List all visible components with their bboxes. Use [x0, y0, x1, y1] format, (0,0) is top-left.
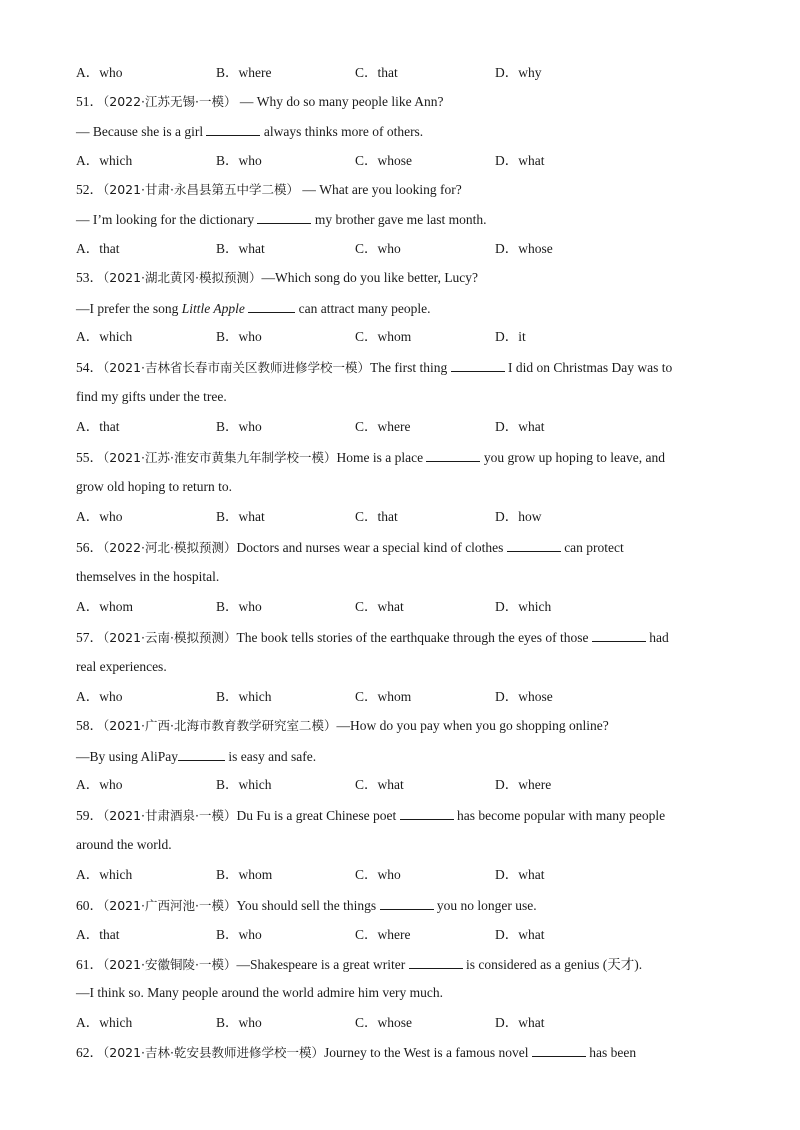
- option-d[interactable]: D．whose: [495, 689, 553, 704]
- option-b[interactable]: B．whom: [216, 867, 273, 882]
- option-d[interactable]: D．what: [495, 419, 545, 434]
- q55-line2: [76, 478, 232, 496]
- question-text: is considered as a genius (天才).: [465, 957, 643, 972]
- q58-line2: [76, 747, 316, 766]
- question-number: 61．: [76, 957, 103, 972]
- question-source: （2021·广西·北海市教育教学研究室二模）: [103, 718, 337, 733]
- q58-stem: [76, 717, 609, 735]
- question-text: themselves in the hospital.: [76, 569, 220, 584]
- q50-options: [76, 64, 676, 82]
- q51-stem: [76, 93, 443, 111]
- option-d[interactable]: D．what: [495, 867, 545, 882]
- option-c[interactable]: C．whom: [355, 329, 412, 344]
- question-source: （2022·河北·模拟预测）: [103, 540, 237, 555]
- option-b[interactable]: B．what: [216, 241, 265, 256]
- question-text: — What are you looking for?: [302, 182, 462, 197]
- option-a[interactable]: A．which: [76, 1015, 133, 1030]
- option-d[interactable]: D．what: [495, 1015, 545, 1030]
- answer-blank[interactable]: [426, 448, 480, 462]
- option-a[interactable]: A．which: [76, 867, 133, 882]
- question-text: Doctors and nurses wear a special kind of clothes: [236, 540, 504, 555]
- question-number: 53．: [76, 270, 103, 285]
- question-text: — Because she is a girl: [76, 124, 204, 139]
- answer-blank[interactable]: [400, 806, 454, 820]
- q59-options: [76, 866, 676, 884]
- q57-options: [76, 688, 676, 706]
- q59-line2: [76, 836, 172, 854]
- option-a[interactable]: A．who: [76, 509, 123, 524]
- q52-options: [76, 240, 676, 258]
- q53-line2: [76, 299, 431, 318]
- question-text: my brother gave me last month.: [314, 212, 487, 227]
- option-c[interactable]: C．whom: [355, 689, 412, 704]
- option-a[interactable]: A．who: [76, 777, 123, 792]
- option-b[interactable]: B．who: [216, 927, 262, 942]
- answer-blank[interactable]: [206, 122, 260, 136]
- option-d[interactable]: D．it: [495, 329, 526, 344]
- answer-blank[interactable]: [248, 299, 295, 313]
- question-text: is easy and safe.: [228, 749, 317, 764]
- question-number: 51．: [76, 94, 103, 109]
- answer-blank[interactable]: [532, 1043, 586, 1057]
- question-text: You should sell the things: [236, 898, 377, 913]
- answer-blank[interactable]: [451, 358, 505, 372]
- question-source: （2021·甘肃酒泉·一模）: [103, 808, 237, 823]
- question-source: （2021·甘肃·永昌县第五中学二模）: [103, 182, 300, 197]
- question-text: The book tells stories of the earthquake through the eyes of those: [236, 630, 589, 645]
- question-text: you grow up hoping to leave, and: [483, 450, 665, 465]
- question-text: —How do you pay when you go shopping online?: [336, 718, 609, 733]
- question-text: —Shakespeare is a great writer: [236, 957, 406, 972]
- question-number: 59．: [76, 808, 103, 823]
- q57-line2: [76, 658, 167, 676]
- option-d[interactable]: D．whose: [495, 241, 553, 256]
- answer-blank[interactable]: [409, 955, 463, 969]
- q57-stem: [76, 628, 669, 647]
- option-d[interactable]: D．what: [495, 927, 545, 942]
- option-a[interactable]: A．that: [76, 419, 120, 434]
- option-c[interactable]: C．who: [355, 867, 401, 882]
- option-a[interactable]: A．that: [76, 927, 120, 942]
- question-text: — I’m looking for the dictionary: [76, 212, 255, 227]
- answer-blank[interactable]: [507, 538, 561, 552]
- q53-stem: [76, 269, 478, 287]
- option-c[interactable]: C．where: [355, 419, 411, 434]
- option-b[interactable]: B．what: [216, 509, 265, 524]
- question-text: grow old hoping to return to.: [76, 479, 232, 494]
- q51-options: [76, 152, 676, 170]
- q61-line2: [76, 984, 443, 1002]
- question-text: The first thing: [370, 360, 448, 375]
- q60-stem: [76, 896, 537, 915]
- q61-stem: [76, 955, 642, 974]
- question-text: Journey to the West is a famous novel: [324, 1045, 529, 1060]
- question-text: —I prefer the song: [76, 301, 179, 316]
- question-source: （2021·广西河池·一模）: [103, 898, 237, 913]
- question-text: had: [649, 630, 669, 645]
- q58-options: [76, 776, 676, 794]
- question-source: （2022·江苏无锡·一模）: [103, 94, 237, 109]
- question-text: has become popular with many people: [457, 808, 666, 823]
- question-number: 52．: [76, 182, 103, 197]
- question-number: 58．: [76, 718, 103, 733]
- q55-options: [76, 508, 676, 526]
- option-c[interactable]: C．where: [355, 927, 411, 942]
- option-a[interactable]: A．whom: [76, 599, 133, 614]
- option-b[interactable]: B．which: [216, 777, 272, 792]
- q51-line2: [76, 122, 423, 141]
- question-number: 54．: [76, 360, 103, 375]
- question-number: 55．: [76, 450, 103, 465]
- q56-line2: [76, 568, 219, 586]
- question-text: I did on Christmas Day was to: [508, 360, 673, 375]
- option-a[interactable]: A．who: [76, 65, 123, 80]
- question-number: 60．: [76, 898, 103, 913]
- option-d[interactable]: D．which: [495, 599, 552, 614]
- q62-stem: [76, 1043, 636, 1062]
- option-c[interactable]: C．whose: [355, 153, 412, 168]
- question-text: —Which song do you like better, Lucy?: [261, 270, 479, 285]
- question-source: （2021·江苏·淮安市黄集九年制学校一模）: [103, 450, 337, 465]
- question-text: can attract many people.: [298, 301, 431, 316]
- question-source: （2021·云南·模拟预测）: [103, 630, 237, 645]
- question-source: （2021·吉林·乾安县教师进修学校一模）: [103, 1045, 325, 1060]
- option-b[interactable]: B．who: [216, 599, 262, 614]
- question-text: —By using AliPay: [76, 749, 179, 764]
- option-c[interactable]: C．that: [355, 65, 398, 80]
- q56-options: [76, 598, 676, 616]
- option-c[interactable]: C．who: [355, 241, 401, 256]
- question-text: —I think so. Many people around the world admire him very much.: [76, 985, 444, 1000]
- question-text: always thinks more of others.: [263, 124, 424, 139]
- question-text: around the world.: [76, 837, 172, 852]
- option-a[interactable]: A．that: [76, 241, 120, 256]
- option-b[interactable]: B．which: [216, 689, 272, 704]
- q53-options: [76, 328, 676, 346]
- option-d[interactable]: D．why: [495, 65, 542, 80]
- answer-blank[interactable]: [257, 210, 311, 224]
- option-d[interactable]: D．how: [495, 509, 542, 524]
- option-a[interactable]: A．who: [76, 689, 123, 704]
- option-b[interactable]: B．who: [216, 1015, 262, 1030]
- option-c[interactable]: C．that: [355, 509, 398, 524]
- q55-stem: [76, 448, 665, 467]
- option-c[interactable]: C．what: [355, 599, 404, 614]
- answer-blank[interactable]: [178, 747, 225, 761]
- question-source: （2021·湖北黄冈·模拟预测）: [103, 270, 262, 285]
- question-text: you no longer use.: [436, 898, 537, 913]
- q59-stem: [76, 806, 665, 825]
- option-a[interactable]: A．which: [76, 329, 133, 344]
- option-b[interactable]: B．who: [216, 153, 262, 168]
- q61-options: [76, 1014, 676, 1032]
- q54-stem: [76, 358, 672, 377]
- question-text: Home is a place: [336, 450, 424, 465]
- question-number: 62．: [76, 1045, 103, 1060]
- question-number: 56．: [76, 540, 103, 555]
- option-c[interactable]: C．what: [355, 777, 404, 792]
- option-c[interactable]: C．whose: [355, 1015, 412, 1030]
- option-b[interactable]: B．who: [216, 329, 262, 344]
- answer-blank[interactable]: [380, 896, 434, 910]
- question-text: — Why do so many people like Ann?: [239, 94, 444, 109]
- question-text: has been: [589, 1045, 637, 1060]
- q52-line2: [76, 210, 487, 229]
- q52-stem: [76, 181, 462, 199]
- option-b[interactable]: B．where: [216, 65, 272, 80]
- option-d[interactable]: D．where: [495, 777, 552, 792]
- q60-options: [76, 926, 676, 944]
- question-text: find my gifts under the tree.: [76, 389, 227, 404]
- q56-stem: [76, 538, 624, 557]
- song-title: Little Apple: [181, 301, 245, 316]
- option-a[interactable]: A．which: [76, 153, 133, 168]
- question-source: （2021·吉林省长春市南关区教师进修学校一模）: [103, 360, 371, 375]
- option-b[interactable]: B．who: [216, 419, 262, 434]
- question-text: real experiences.: [76, 659, 167, 674]
- answer-blank[interactable]: [592, 628, 646, 642]
- q54-line2: [76, 388, 227, 406]
- question-source: （2021·安徽铜陵·一模）: [103, 957, 237, 972]
- option-d[interactable]: D．what: [495, 153, 545, 168]
- question-number: 57．: [76, 630, 103, 645]
- question-text: can protect: [564, 540, 624, 555]
- q54-options: [76, 418, 676, 436]
- question-text: Du Fu is a great Chinese poet: [236, 808, 397, 823]
